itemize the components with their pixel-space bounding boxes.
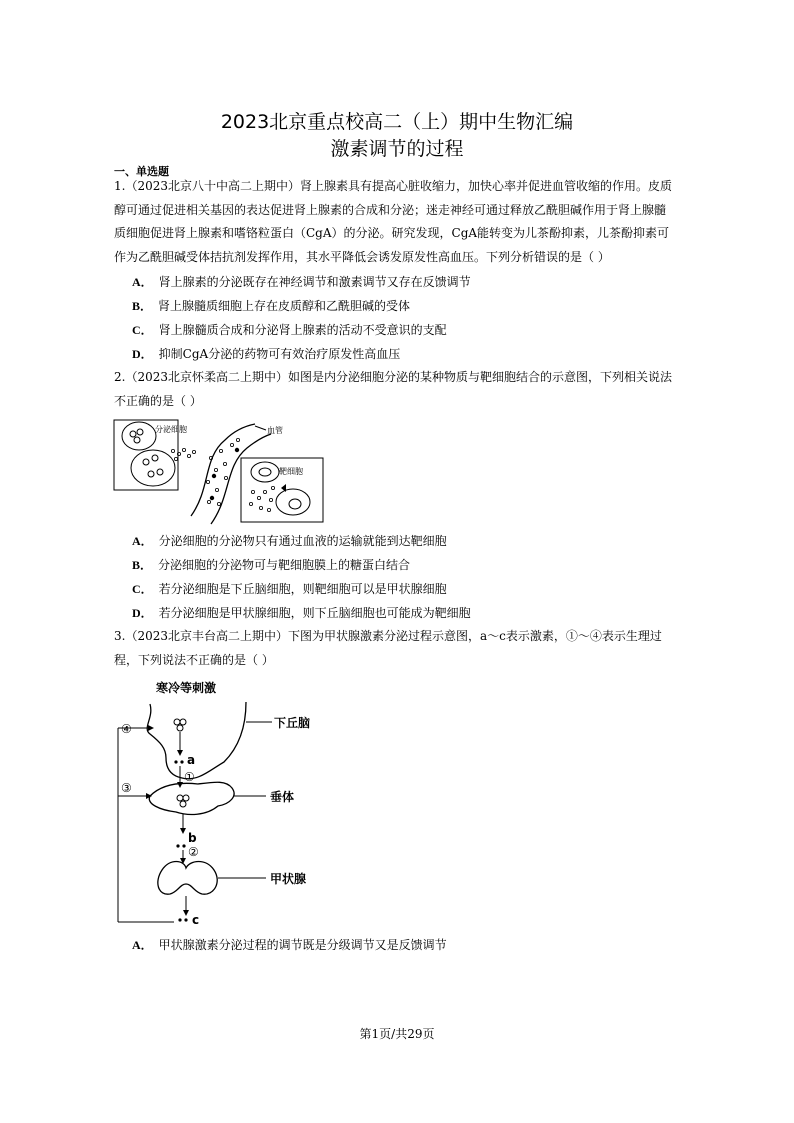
q2-option-b[interactable] [132, 556, 410, 574]
process-4-label: ④ [121, 722, 132, 736]
q1-option-a[interactable] [132, 273, 471, 291]
stimulus-label: 寒冷等刺激 [156, 681, 217, 695]
option-label: B． [132, 299, 153, 313]
option-text: 若分泌细胞是下丘脑细胞，则靶细胞可以是甲状腺细胞 [158, 582, 447, 596]
option-text: 若分泌细胞是甲状腺细胞，则下丘脑细胞也可能成为靶细胞 [158, 606, 471, 620]
option-text: 抑制CgA分泌的药物可有效治疗原发性高血压 [158, 347, 401, 361]
hormone-a-label: a [187, 753, 196, 767]
secretory-cell-label: 分泌细胞 [155, 425, 187, 434]
thyroid-label: 甲状腺 [270, 872, 307, 886]
process-2-label: ② [188, 845, 199, 859]
option-label: D． [132, 347, 153, 361]
option-text: 肾上腺髓质细胞上存在皮质醇和乙酰胆碱的受体 [158, 299, 411, 313]
q2-option-d[interactable] [132, 604, 471, 622]
q1-option-c[interactable] [132, 321, 447, 339]
q1-option-b[interactable] [132, 297, 410, 315]
target-cell [251, 462, 279, 482]
target-cell [276, 489, 310, 515]
option-label: C． [132, 582, 153, 596]
process-3-label: ③ [121, 781, 132, 795]
q2-option-c[interactable] [132, 580, 447, 598]
thyroid-regulation-figure [114, 678, 344, 928]
question-1-text: 1.（2023北京八十中高二上期中）肾上腺素具有提高心脏收缩力，加快心率并促进血管收缩的作用。皮质醇可通过促进相关基因的表达促进肾上腺素的合成和分泌；迷走神经可通过释放乙酰胆碱作用于肾上腺髓质细胞促进肾上腺素和嗜铬粒蛋白（CgA）的分泌。研究发现，CgA能转变为儿茶酚抑素，儿茶酚抑素可作为乙酰胆碱受体拮抗剂发挥作用，其水平降低会诱发原发性高血压。下列分析错误的是（ ） [114, 179, 672, 264]
pituitary-label: 垂体 [270, 790, 295, 804]
option-label: A． [132, 938, 153, 952]
vessel-label: 血管 [267, 426, 283, 435]
page-subtitle: 激素调节的过程 [330, 138, 464, 160]
option-label: C． [132, 323, 153, 337]
option-text: 肾上腺素的分泌既存在神经调节和激素调节又存在反馈调节 [158, 275, 471, 289]
secretion-figure [113, 418, 328, 528]
option-text: 甲状腺激素分泌过程的调节既是分级调节又是反馈调节 [158, 938, 447, 952]
q1-option-d[interactable] [132, 345, 400, 363]
option-label: A． [132, 534, 153, 548]
section-heading: 一、单选题 [114, 165, 169, 178]
pituitary-outline [149, 782, 234, 814]
option-text: 分泌细胞的分泌物可与靶细胞膜上的糖蛋白结合 [158, 558, 411, 572]
hormone-c-label: c [192, 913, 200, 927]
option-text: 分泌细胞的分泌物只有通过血液的运输就能到达靶细胞 [158, 534, 447, 548]
blood-vessel-wall [191, 424, 255, 516]
question-2-text: 2.（2023北京怀柔高二上期中）如图是内分泌细胞分泌的某种物质与靶细胞结合的示意图，下列相关说法不正确的是（ ） [114, 370, 672, 408]
option-label: A． [132, 275, 153, 289]
option-label: B． [132, 558, 153, 572]
option-label: D． [132, 606, 153, 620]
q2-option-a[interactable] [132, 532, 447, 550]
page-footer: 第1页/共29页 [359, 1027, 435, 1041]
secretory-cell [122, 422, 156, 450]
process-1-label: ① [184, 770, 195, 784]
option-text: 肾上腺髓质合成和分泌肾上腺素的活动不受意识的支配 [158, 323, 447, 337]
hypothalamus-outline [147, 702, 246, 779]
target-cell-label: 靶细胞 [279, 467, 303, 476]
hypothalamus-label: 下丘脑 [274, 716, 311, 730]
hormone-b-label: b [188, 831, 197, 845]
page-title: 2023北京重点校高二（上）期中生物汇编 [220, 111, 574, 133]
question-3-text: 3.（2023北京丰台高二上期中）下图为甲状腺激素分泌过程示意图，a～c表示激素，①～④表示生理过程，下列说法不正确的是（ ） [114, 629, 662, 667]
q3-option-a[interactable] [132, 936, 447, 954]
thyroid-outline [158, 862, 217, 895]
